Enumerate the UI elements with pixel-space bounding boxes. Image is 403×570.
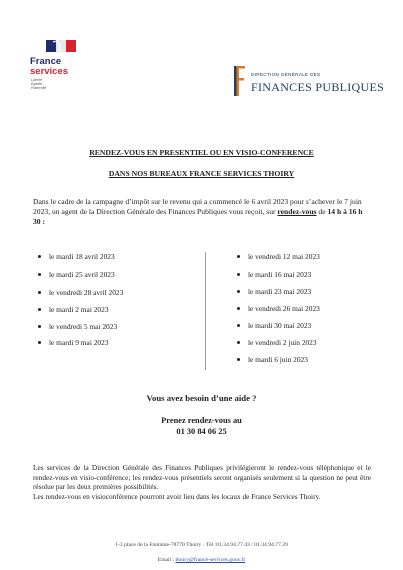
motto-fraternite: Fraternité [31, 86, 47, 91]
document-subtitle: DANS NOS BUREAUX FRANCE SERVICES THOIRY [108, 169, 295, 178]
bullet-icon [38, 325, 41, 328]
france-services-logo [30, 38, 100, 100]
list-item: le mardi 25 avril 2023 [38, 270, 115, 279]
list-item: le vendredi 12 mai 2023 [237, 252, 320, 261]
intro-hours: 14 h à 16 h 30 [33, 207, 363, 226]
list-item: le vendredi 28 avril 2023 [38, 288, 123, 297]
document-title: RENDEZ-VOUS EN PRESENTIEL OU EN VISIO-CONFERENCE [89, 148, 314, 157]
list-item: le mardi 18 avril 2023 [38, 252, 115, 261]
bullet-icon [38, 291, 41, 294]
dates-list-right [237, 252, 377, 372]
motto-egalite: Égalité [31, 82, 42, 87]
bullet-icon [38, 273, 41, 276]
intro-text: Dans le cadre de la campagne d’impôt sur le revenu qui a commencé le 6 avril 2023 pour s’achever le 7 juin 2023, un agent de la Direction Générale des Finances Publiques vous reçoit, sur [33, 197, 362, 216]
list-item: le vendredi 2 juin 2023 [237, 338, 317, 347]
intro-paragraph [33, 197, 371, 227]
footer-address: 1-3 place de la Fontaine-78770 Thoiry · Tél :01.34.94.77.43 / 01.34.94.77.39 [115, 542, 288, 548]
list-item: le mardi 9 mai 2023 [38, 338, 109, 347]
marianne-flag-icon [44, 38, 78, 54]
republic-motto [31, 78, 46, 91]
intro-end: : [40, 217, 46, 226]
list-item: le vendredi 5 mai 2023 [38, 322, 117, 331]
list-item: le mardi 2 mai 2023 [38, 305, 109, 314]
motto-liberte: Liberté [31, 78, 42, 82]
list-item: le mardi 6 juin 2023 [237, 355, 308, 364]
footer-email-label: Email : [157, 557, 176, 563]
rendez-vous-link: rendez-vous [277, 207, 317, 216]
france-services-line1: France [30, 56, 62, 67]
bullet-icon [38, 255, 41, 258]
intro-mid: de [316, 207, 328, 216]
footer-email-link[interactable]: thoiry@france-services.gouv.fr [175, 557, 246, 563]
bullet-icon [237, 290, 240, 293]
dgfip-logo [232, 66, 385, 98]
dgfip-title: FINANCES PUBLIQUES [251, 80, 385, 94]
info-paragraph-1: Les services de la Direction Générale des Finances Publiques privilégieront le rendez-vous téléphonique et le rendez-vous en visio-conférence; les rendez-vous présentiels seront organisés seulement si la question ne peut être résolue par les deux premières possibilités. [33, 463, 371, 491]
dgfip-emblem-icon [232, 66, 246, 96]
list-item: le mardi 30 mai 2023 [237, 321, 311, 330]
bullet-icon [38, 341, 41, 344]
dgfip-subtitle: DIRECTION GÉNÉRALE DES [251, 73, 321, 78]
bullet-icon [237, 358, 240, 361]
bullet-icon [237, 273, 240, 276]
france-services-line2: services [30, 66, 69, 77]
footer-email-line [0, 557, 403, 563]
bullet-icon [38, 308, 41, 311]
info-paragraph-2: Les rendez-vous en visioconférence pourront avoir lieu dans les locaux de France Services Thoiry. [33, 492, 321, 501]
bullet-icon [237, 307, 240, 310]
list-item: le mardi 16 mai 2023 [237, 270, 311, 279]
list-item: le vendredi 26 mai 2023 [237, 304, 320, 313]
dates-list-left [38, 252, 198, 352]
appointment-line: Prenez rendez-vous au [161, 416, 242, 425]
bullet-icon [237, 324, 240, 327]
list-item: le mardi 23 mai 2023 [237, 287, 311, 296]
phone-number[interactable]: 01 30 84 06 25 [176, 427, 227, 436]
bullet-icon [237, 341, 240, 344]
column-divider [205, 252, 206, 370]
bullet-icon [237, 255, 240, 258]
help-heading: Vous avez besoin d’une aide ? [146, 393, 257, 403]
